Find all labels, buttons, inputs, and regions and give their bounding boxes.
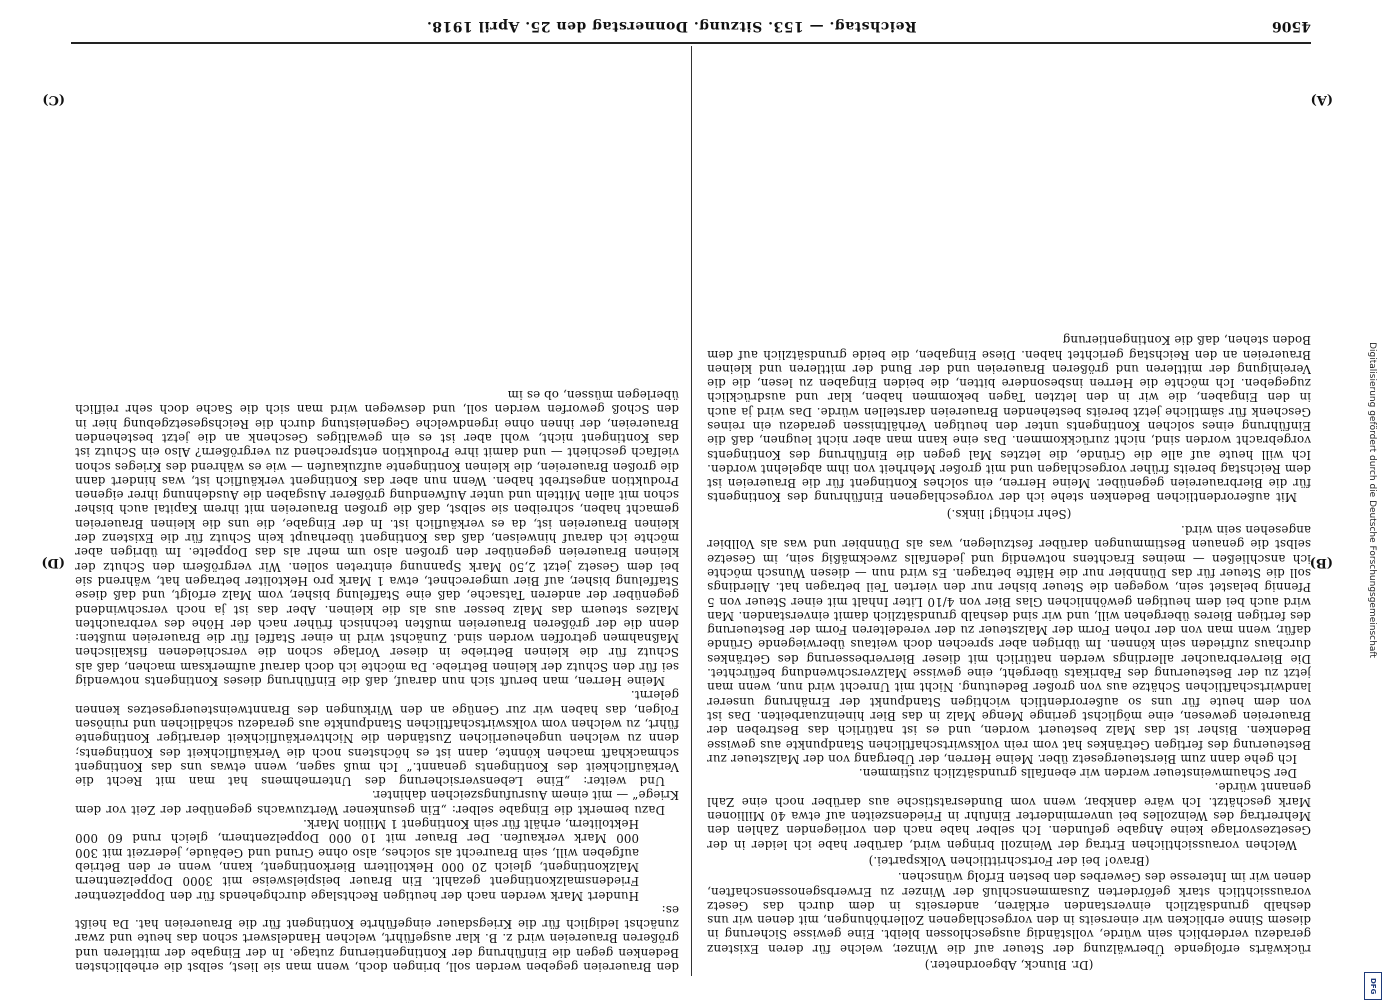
margin-marker-b: (B) [1309,555,1333,570]
interjection: (Bravo! bei der Fortschrittlichen Volkspartei.) [868,853,1150,868]
header-rule [71,42,1311,44]
paragraph: Ich gehe dann zum Biersteuergesetz über. Meine Herren, der Übergang von der Malzsteuer zur Besteuerung des fertigen Getränkes hat vom rein volkswirtschaftlichen Standpunkte aus gewisse Bedenken. Bisher ist das Malz besteuert worden, und es ist natürlich das Bestreben der Brauereien gewesen, eine möglichst geringe Menge Malz in das Bier hineinzuarbeiten. Das ist von dem heute für uns so außerordentlich wichtigen Standpunkt der Ernährung unserer landwirtschaftlichen Schätze aus von großer Bedeutung. Nicht mit Unrecht wird nun, wenn man jetzt zu der Besteuerung des Fabrikats übergeht, eine gewisse Malzverschwendung befürchtet. Die Bierverbraucher allerdings werden natürlich mit dieser Bierverbesserung des Getränkes durchaus zufrieden sein können. Im übrigen aber sprechen doch weitaus überwiegende Gründe dafür, wenn man von der rohen Form der Malzsteuer zu der veredelteren Form der Besteuerung des fertigen Bieres übergehen will, und wir sind deshalb grundsätzlich damit einverstanden. Man wird auch bei dem heutigen gewöhnlichen Glas Bier von 4/10 Liter Inhalt mit einer Steuer von 5 Pfennig belastet sein, wogegen die Steuer bisher nur den vierten Teil betragen hat. Allerdings soll die Steuer für das Dünnbier nur die Hälfte betragen. Es wird nun — diesen Wunsch möchte ich anschließen — meines Erachtens notwendig und jedenfalls zweckmäßig sein, im Gesetze selbst die genauen Bestimmungen darüber festzulegen, was als Dünnbier und was als Vollbier angesehen sein wird. [707,523,1311,766]
dfg-logo: DFG [1364,972,1382,1000]
paragraph: Und weiter: „Eine Lebensversicherung des Unternehmens hat man mit Recht die Verkäuflichkeit des Kontingents genannt.“ Ich muß sagen, wenn etwas uns das Kontingent schmackhaft machen könnte, dann ist es höchstens noch die Verkäuflichkeit des Kontingents; denn zu welchen ungeheuerlichen Zuständen die Nichtverkäuflichkeit derartiger Kontingente führt, zu welchen vom volkswirtschaftlichen Standpunkte aus geradezu schädlichen und ruinösen Folgen, das haben wir zur Genüge an den Wirkungen des Branntweinsteuergesetzes kennen gelernt. [75,688,679,789]
margin-marker-a: (A) [1310,92,1333,107]
speaker-line: (Dr. Blunck, Abgeordneter.) [924,958,1094,972]
paragraph: Welchen voraussichtlichen Ertrag der Weinzoll bringen wird, darüber habe ich leider in der Gesetzesvorlage keine Angabe gefunden. Ich selber habe nach den vorliegenden Zahlen den Mehrertrag des Weinzolles bei unverminderter Einfuhr in Friedenszeiten auf etwa 40 Millionen Mark geschätzt. Ich wäre dankbar, wenn vom Bundesratstische aus darüber noch eine Zahl genannt würde. [707,780,1311,852]
digitization-note: Digitalisierung gefördert durch die Deutsche Forschungsgemeinschaft [1367,342,1377,658]
quotation: Hundert Mark werden nach der heutigen Rechtslage durchgehends für den Doppelzentner Friedensmalzkontingent gezahlt. Ein Brauer beispielsweise mit 3000 Doppelzentnern Malzkontingent, gleich 20 000 Hektolitern Bierkontingent, kann, wenn er den Betrieb aufgeben will, sein Braurecht als solches, also ohne Grund und Gebäude, jederzeit mit 300 000 Mark verkaufen. Der Brauer mit 10 000 Doppelzentnern, gleich rund 60 000 Hektolitern, erhält für sein Kontingent 1 Million Mark. [75,817,639,903]
page-header [71,15,1311,37]
page-number: 4506 [1272,18,1311,34]
column-divider [691,46,692,976]
paragraph: Dazu bemerkt die Eingabe selber: „Ein gesunkener Wertzuwachs gegenüber der Zeit vor dem Kriege“ — mit einem Ausrufungszeichen dahinter. [75,788,679,817]
header-title: Reichstag. — 153. Sitzung. Donnerstag den 25. April 1918. [426,18,917,34]
interjection: (Sehr richtig! links.) [946,506,1072,521]
paragraph: Meine Herren, man beruft sich nun darauf, daß die Einführung dieses Kontingents notwendig sei für den Schutz der kleinen Betriebe. Da möchte ich doch darauf aufmerksam machen, daß als Schutz für die kleinen Betriebe in dieser Vorlage schon die verschiedenen fiskalischen Maßnahmen getroffen worden sind. Zunächst wird in einer Staffel für die Brauereien mußten: denn die der größeren Brauereien mußten technisch früher nach der Höhe des verbrauchten Malzes steuern das Malz besser aus als die kleinen. Aber das ist ja noch verschwindend gegenüber der anderen Tatsache, daß eine Staffelung bisher, vom Malz erfolgt, und daß diese Staffelung bisher, auf Bier umgerechnet, etwa 1 Mark pro Hektoliter betragen hat, während sie bei dem Gesetz jetzt 2,50 Mark Spannung eintreten sollen. Wir vergrößern den Schutz der kleinen Brauereien gegenüber den großen also um mehr als das Doppelte. Im übrigen aber möchte ich darauf hinweisen, daß das Kontingent überhaupt kein Schutz für die Existenz der kleinen Brauereien ist, da es verkäuflich ist. In der Eingabe, die uns die kleinen Brauereien gemacht haben, schreiben sie selbst, daß die großen Brauereien mit ihrem Kapital auch bisher schon mit allen Mitteln und unter Aufwendung größerer Ausgaben die Ausdehnung ihrer eigenen Produktion angestrebt haben. Wenn nun aber das Kontingent verkäuflich ist, was hindert dann die großen Brauereien, die kleinen Kontingente aufzukaufen — wie es während des Krieges schon vielfach geschieht — und damit ihre Produktion entsprechend zu vergrößern? Also ein Schutz ist das Kontingent nicht, wohl aber ist es ein gewaltiges Geschenk an die jetzt bestehenden Brauereien, der ihnen ohne irgendwelche Gegenleistung durch die Reichsgesetzgebung hier in den Schoß geworfen werden soll, und deswegen wird man sich die Sache doch sehr reiflich überlegen müssen, ob es im [75,388,679,689]
left-text-column [707,50,1311,974]
paragraph: den Brauereien gegeben werden soll, bringen doch, wenn man sie liest, selbst die erheblichsten Bedenken gegen die Einführung der Kontingentierung zutage. In der Eingabe der mittleren und größeren Brauereien wird z. B. klar ausgeführt, welchen Handelswert schon das heute und zwar zunächst lediglich für die Kriegsdauer eingeführte Kontingent für die Brauereien hat. Da heißt es: [75,902,679,974]
paragraph: rückwärts erfolgende Überwälzung der Steuer auf die Winzer, welche für deren Existenz geradezu verderblich sein würde, vollständig ausgeschlossen bleibt. Eine gewisse Sicherung in diesem Sinne erblicken wir einerseits in den vorgeschlagenen Zollerhöhungen, mit denen wir uns deshalb grundsätzlich einverstanden erklären, anderseits in dem durch das Gesetz voraussichtlich stark geförderten Zusammenschluß der Winzer zu Erwerbsgenossenschaften, denen wir im Interesse des Gewerbes den besten Erfolg wünschen. [707,870,1311,956]
margin-marker-d: (D) [41,555,65,570]
right-text-column [75,50,679,974]
margin-marker-c: (C) [42,92,65,107]
paragraph: Mit außerordentlichen Bedenken stehe ich der vorgeschlagenen Einführung des Kontingents für die Bierbrauereien gegenüber. Meine Herren, ein solches Kontingent für die Brauereien ist dem Reichstag bereits früher vorgeschlagen und mit großer Mehrheit von ihm abgelehnt worden. Ich will heute auf alle die Gründe, die letztes Mal gegen die Einführung des Kontingents vorgebracht worden sind, nicht zurückkommen. Das eine kann man aber nicht leugnen, daß die Einführung eines solchen Kontingents unter den heutigen Verhältnissen geradezu ein reines Geschenk für sämtliche jetzt bereits bestehenden Brauereien darstellen würde. Das wird ja auch in den Eingaben, die wir in den letzten Tagen bekommen haben, klar und ausdrücklich zugegeben. Ich möchte die Herren insbesondere bitten, die beiden Eingaben zu lesen, die die Vereinigung der mittleren und größeren Brauereien und der Bund der mittleren und kleinen Brauereien an den Reichstag gerichtet haben. Diese Eingaben, die beide grundsätzlich auf dem Boden stehen, daß die Kontingentierung [707,333,1311,505]
paragraph: Der Schaumweinsteuer werden wir ebenfalls grundsätzlich zustimmen. [858,766,1297,781]
